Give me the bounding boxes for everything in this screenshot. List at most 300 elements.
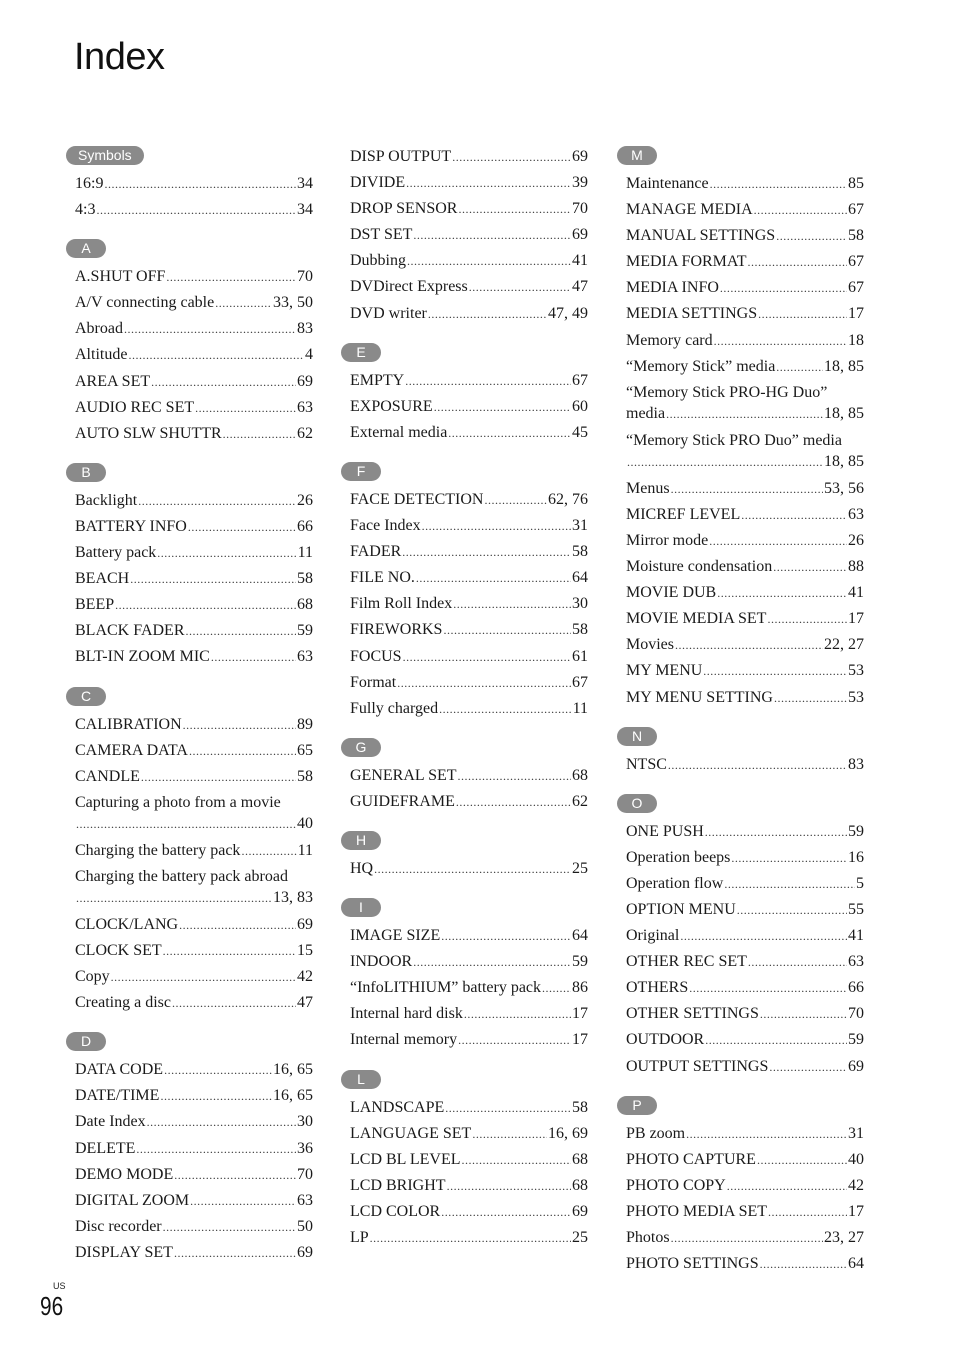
- dot-leader: [104, 171, 296, 197]
- entry-term: DEMO MODE: [75, 1165, 174, 1183]
- entry-pages: 63: [297, 648, 313, 666]
- entry-pages: 47, 49: [548, 304, 588, 322]
- entry-term: Backlight: [75, 491, 138, 509]
- entry-pages: 53, 56: [824, 479, 864, 497]
- entry-pages: 40: [297, 814, 313, 832]
- section-letter-badge: O: [617, 794, 657, 813]
- dot-leader: [406, 170, 571, 196]
- entry-term: DVDirect Express: [350, 278, 468, 296]
- index-entry: [350, 1121, 588, 1147]
- index-entry: [350, 248, 588, 274]
- index-entry: [75, 395, 313, 421]
- entry-term: MEDIA INFO: [626, 279, 719, 297]
- index-entry: [350, 670, 588, 696]
- entry-term: MOVIE MEDIA SET: [626, 610, 767, 628]
- index-entry: [75, 618, 313, 644]
- index-section: [350, 898, 588, 1053]
- entry-term: BEEP: [75, 596, 115, 614]
- entry-term: DIVIDE: [350, 174, 406, 192]
- entry-term: DATE/TIME: [75, 1087, 160, 1105]
- index-entry: [75, 342, 313, 368]
- entry-term: MOVIE DUB: [626, 584, 717, 602]
- index-entry: [626, 752, 864, 778]
- entry-pages: 89: [297, 715, 313, 733]
- dot-leader: [447, 1173, 571, 1199]
- dot-leader: [705, 819, 847, 845]
- entry-pages: 16, 69: [548, 1124, 588, 1142]
- entry-term: Disc recorder: [75, 1217, 162, 1235]
- index-entry: [350, 565, 588, 591]
- dot-leader: [141, 764, 296, 790]
- index-section: [75, 463, 313, 671]
- entry-pages: 59: [572, 953, 588, 971]
- page-number: 96: [40, 1291, 64, 1321]
- entry-term: Copy: [75, 968, 110, 986]
- entry-term: CLOCK/LANG: [75, 915, 179, 933]
- index-section: [626, 1096, 864, 1278]
- index-entry: [75, 1057, 313, 1083]
- dot-leader: [124, 316, 296, 342]
- index-entry: [626, 580, 864, 606]
- section-letter-badge: F: [341, 462, 381, 481]
- entry-pages: 22, 27: [824, 636, 864, 654]
- dot-leader: [186, 618, 297, 644]
- dot-leader: [731, 845, 847, 871]
- entry-term: AUTO SLW SHUTTR: [75, 424, 222, 442]
- index-section: [350, 738, 588, 815]
- index-entry: [350, 923, 588, 949]
- entry-term: MANUAL SETTINGS: [626, 227, 776, 245]
- entry-pages: 45: [572, 423, 588, 441]
- entry-pages: 58: [572, 621, 588, 639]
- entry-pages: 17: [572, 1031, 588, 1049]
- index-entry: [350, 1095, 588, 1121]
- index-section: [350, 1070, 588, 1252]
- entry-pages: 86: [572, 979, 588, 997]
- entry-term: EXPOSURE: [350, 397, 433, 415]
- index-entry: [350, 368, 588, 394]
- dot-leader: [754, 197, 847, 223]
- dot-leader: [776, 223, 847, 249]
- dot-leader: [128, 342, 304, 368]
- entry-pages: 30: [297, 1113, 313, 1131]
- entry-pages: 69: [297, 915, 313, 933]
- section-letter-badge: A: [66, 239, 106, 258]
- entry-term: “InfoLITHIUM” battery pack: [350, 979, 542, 997]
- entry-pages: 36: [297, 1139, 313, 1157]
- entry-pages: 55: [848, 900, 864, 918]
- index-section: [75, 146, 313, 223]
- index-entry: [626, 197, 864, 223]
- entry-pages: 40: [848, 1150, 864, 1168]
- entry-term: Capturing a photo from a movie: [75, 793, 281, 811]
- dot-leader: [724, 871, 855, 897]
- dot-leader: [666, 404, 823, 425]
- entry-pages: 17: [848, 1202, 864, 1220]
- index-entry: [350, 591, 588, 617]
- dot-leader: [458, 196, 571, 222]
- dot-leader: [671, 1225, 823, 1251]
- index-section: [626, 794, 864, 1080]
- entry-pages: 33, 50: [273, 294, 313, 312]
- index-entry: [626, 328, 864, 354]
- entry-term: LP: [350, 1229, 369, 1246]
- index-entry: [350, 170, 588, 196]
- dot-leader: [76, 814, 296, 835]
- entry-pages: 58: [297, 570, 313, 588]
- entry-pages: 67: [848, 279, 864, 297]
- index-entry: [75, 964, 313, 990]
- index-entry: [626, 275, 864, 301]
- index-entry: [75, 1240, 313, 1266]
- index-entry: [75, 1136, 313, 1162]
- entry-pages: 63: [848, 505, 864, 523]
- dot-leader: [439, 696, 571, 722]
- entry-term: Fully charged: [350, 699, 439, 717]
- dot-leader: [215, 290, 272, 316]
- entry-pages: 67: [572, 371, 588, 389]
- index-entry: [350, 144, 588, 170]
- entry-term: DROP SENSOR: [350, 200, 458, 218]
- entry-term: DVD writer: [350, 304, 427, 322]
- entry-pages: 34: [297, 201, 313, 219]
- entry-term: BLT-IN ZOOM MIC: [75, 648, 210, 666]
- entry-term: MY MENU SETTING: [626, 688, 773, 706]
- index-entry: [350, 1225, 588, 1251]
- entry-term: LCD COLOR: [350, 1202, 441, 1220]
- entry-term: DIGITAL ZOOM: [75, 1191, 190, 1209]
- dot-leader: [748, 949, 847, 975]
- entry-pages: 64: [572, 927, 588, 945]
- index-entry: [350, 420, 588, 446]
- entry-pages: 58: [572, 543, 588, 561]
- section-letter-badge: Symbols: [66, 146, 144, 165]
- entry-term: GENERAL SET: [350, 766, 457, 784]
- index-column-2: [350, 144, 588, 1267]
- index-entry: [350, 301, 588, 327]
- dot-leader: [441, 923, 571, 949]
- entry-pages: 88: [848, 558, 864, 576]
- entry-term: AREA SET: [75, 372, 151, 390]
- index-entry: [350, 196, 588, 222]
- dot-leader: [189, 738, 296, 764]
- entry-term: Abroad: [75, 320, 123, 338]
- index-entry: [75, 369, 313, 395]
- dot-leader: [680, 923, 847, 949]
- index-section: [626, 727, 864, 778]
- dot-leader: [403, 644, 571, 670]
- entry-term: FOCUS: [350, 647, 402, 665]
- dot-leader: [76, 888, 272, 909]
- index-section: [350, 462, 588, 722]
- dot-leader: [741, 502, 847, 528]
- entry-term: LANDSCAPE: [350, 1098, 445, 1116]
- entry-pages: 67: [848, 253, 864, 271]
- entry-pages: 23, 27: [824, 1229, 864, 1246]
- dot-leader: [402, 539, 571, 565]
- entry-pages: 42: [848, 1176, 864, 1194]
- index-entry: [350, 856, 588, 882]
- entry-term: 4:3: [75, 201, 96, 219]
- dot-leader: [413, 949, 571, 975]
- entry-pages: 26: [848, 531, 864, 549]
- entry-pages: 64: [848, 1255, 864, 1273]
- index-entry: [626, 1173, 864, 1199]
- entry-pages: 68: [572, 766, 588, 784]
- index-entry: [350, 1173, 588, 1199]
- dot-leader: [174, 1240, 296, 1266]
- entry-pages: 67: [572, 673, 588, 691]
- entry-pages: 11: [297, 841, 313, 859]
- section-letter-badge: N: [617, 727, 657, 746]
- entry-pages: 70: [572, 200, 588, 218]
- index-entry: [75, 938, 313, 964]
- section-letter-badge: C: [66, 687, 106, 706]
- entry-term: LCD BRIGHT: [350, 1176, 446, 1194]
- entry-term: PHOTO MEDIA SET: [626, 1202, 768, 1220]
- entry-pages: 61: [572, 647, 588, 665]
- index-entry: [626, 845, 864, 871]
- entry-pages: 58: [848, 227, 864, 245]
- dot-leader: [434, 394, 571, 420]
- entry-pages: 17: [572, 1005, 588, 1023]
- index-entry: [626, 1001, 864, 1027]
- entry-pages: 62: [297, 424, 313, 442]
- entry-pages: 69: [848, 1057, 864, 1075]
- dot-leader: [774, 685, 847, 711]
- dot-leader: [157, 540, 296, 566]
- section-letter-badge: B: [66, 463, 106, 482]
- entry-pages: 83: [297, 320, 313, 338]
- entry-pages: 70: [848, 1005, 864, 1023]
- entry-term: DISPLAY SET: [75, 1243, 173, 1261]
- index-entry: [350, 394, 588, 420]
- entry-term: GUIDEFRAME: [350, 792, 455, 810]
- index-entry: [626, 1027, 864, 1053]
- entry-term: PB zoom: [626, 1124, 686, 1142]
- dot-leader: [172, 990, 296, 1016]
- entry-pages: 17: [848, 305, 864, 323]
- section-letter-badge: M: [617, 146, 657, 165]
- index-entry: [75, 1162, 313, 1188]
- dot-leader: [760, 1251, 847, 1277]
- dot-leader: [453, 591, 571, 617]
- entry-term: ONE PUSH: [626, 822, 704, 840]
- dot-leader: [773, 554, 847, 580]
- dot-leader: [472, 1121, 547, 1147]
- entry-term: DISP OUTPUT: [350, 148, 452, 165]
- dot-leader: [397, 670, 571, 696]
- dot-leader: [147, 1109, 296, 1135]
- index-entry: [75, 764, 313, 790]
- index-entry: [350, 644, 588, 670]
- entry-pages: 26: [297, 491, 313, 509]
- entry-term: FILE NO.: [350, 569, 415, 587]
- index-entry: [75, 592, 313, 618]
- entry-pages: 53: [848, 662, 864, 680]
- index-entry: [626, 606, 864, 632]
- entry-term: Altitude: [75, 346, 128, 364]
- entry-pages: 39: [572, 174, 588, 192]
- entry-pages: 4: [305, 346, 313, 364]
- entry-term: INDOOR: [350, 953, 413, 971]
- entry-pages: 85: [848, 175, 864, 192]
- dot-leader: [776, 354, 823, 380]
- entry-pages: 47: [572, 278, 588, 296]
- index-entry: [75, 838, 313, 864]
- entry-term: “Memory Stick PRO Duo” media: [626, 431, 842, 449]
- entry-pages: 16: [848, 848, 864, 866]
- entry-pages: 53: [848, 688, 864, 706]
- entry-term: DST SET: [350, 226, 413, 244]
- dot-leader: [166, 264, 296, 290]
- index-entry: [75, 290, 313, 316]
- entry-term: Memory card: [626, 331, 713, 349]
- entry-pages: 41: [848, 927, 864, 945]
- index-entry: [626, 1199, 864, 1225]
- dot-leader: [111, 964, 296, 990]
- entry-term: FACE DETECTION: [350, 490, 484, 508]
- entry-pages: 66: [297, 517, 313, 535]
- dot-leader: [96, 197, 296, 223]
- entry-pages: 18, 85: [824, 357, 864, 375]
- entry-pages: 15: [297, 941, 313, 959]
- dot-leader: [441, 1199, 571, 1225]
- dot-leader: [448, 420, 571, 446]
- index-entry: [350, 513, 588, 539]
- dot-leader: [183, 712, 296, 738]
- index-entry: [350, 617, 588, 643]
- entry-pages: 59: [297, 622, 313, 640]
- dot-leader: [452, 144, 571, 170]
- entry-pages: 5: [856, 874, 864, 892]
- entry-term: Dubbing: [350, 252, 406, 270]
- dot-leader: [760, 1001, 847, 1027]
- entry-pages: 63: [848, 953, 864, 971]
- dot-leader: [407, 248, 571, 274]
- dot-leader: [179, 912, 296, 938]
- dot-leader: [469, 274, 571, 300]
- entry-term: OPTION MENU: [626, 900, 736, 918]
- entry-term: External media: [350, 423, 448, 441]
- index-section: [350, 343, 588, 446]
- entry-pages: 69: [572, 1202, 588, 1220]
- entry-term: BEACH: [75, 570, 130, 588]
- index-entry: [75, 1188, 313, 1214]
- entry-pages: 47: [297, 994, 313, 1012]
- page-title: Index: [74, 36, 165, 78]
- index-entry: [626, 380, 864, 428]
- entry-term: DELETE: [75, 1139, 136, 1157]
- dot-leader: [456, 789, 571, 815]
- dot-leader: [686, 1121, 847, 1147]
- dot-leader: [241, 838, 296, 864]
- index-entry: [75, 264, 313, 290]
- entry-term: Original: [626, 927, 680, 945]
- index-entry: [626, 301, 864, 327]
- dot-leader: [443, 617, 571, 643]
- entry-term: A/V connecting cable: [75, 294, 215, 312]
- index-entry: [75, 540, 313, 566]
- entry-pages: 18: [848, 331, 864, 349]
- index-entry: [626, 658, 864, 684]
- dot-leader: [195, 395, 296, 421]
- index-entry: [350, 1147, 588, 1173]
- index-column-3: [626, 146, 864, 1293]
- entry-pages: 59: [848, 1031, 864, 1049]
- entry-term: A.SHUT OFF: [75, 268, 166, 286]
- dot-leader: [130, 566, 296, 592]
- entry-term: BLACK FADER: [75, 622, 185, 640]
- entry-term: PHOTO SETTINGS: [626, 1255, 759, 1273]
- entry-term: BATTERY INFO: [75, 517, 187, 535]
- entry-term: LANGUAGE SET: [350, 1124, 472, 1142]
- index-entry: [75, 421, 313, 447]
- index-entry: [626, 1251, 864, 1277]
- entry-pages: 34: [297, 175, 313, 192]
- index-entry: [626, 949, 864, 975]
- section-letter-badge: I: [341, 898, 381, 917]
- region-code: US: [53, 1281, 66, 1291]
- dot-leader: [768, 1199, 847, 1225]
- index-entry: [626, 1147, 864, 1173]
- entry-pages: 62, 76: [548, 490, 588, 508]
- entry-pages: 58: [297, 767, 313, 785]
- entry-term: DATA CODE: [75, 1061, 164, 1079]
- index-entry: [75, 1109, 313, 1135]
- entry-term: NTSC: [626, 755, 667, 773]
- index-entry: [350, 539, 588, 565]
- entry-pages: 68: [297, 596, 313, 614]
- index-entry: [75, 912, 313, 938]
- entry-term: Mirror mode: [626, 531, 709, 549]
- index-entry: [350, 1199, 588, 1225]
- index-entry: [626, 1121, 864, 1147]
- entry-term: OTHER SETTINGS: [626, 1005, 759, 1023]
- dot-leader: [769, 1054, 847, 1080]
- entry-term: Menus: [626, 479, 670, 497]
- index-entry: [75, 566, 313, 592]
- dot-leader: [163, 1214, 296, 1240]
- entry-term: Maintenance: [626, 175, 709, 192]
- entry-term: MY MENU: [626, 662, 703, 680]
- entry-pages: 13, 83: [273, 888, 313, 906]
- entry-term: 16:9: [75, 175, 104, 192]
- section-letter-badge: D: [66, 1032, 106, 1051]
- dot-leader: [416, 565, 571, 591]
- entry-pages: 69: [572, 226, 588, 244]
- index-entry: [350, 949, 588, 975]
- dot-leader: [714, 328, 847, 354]
- entry-term: AUDIO REC SET: [75, 398, 195, 416]
- index-entry: [75, 1214, 313, 1240]
- index-entry: [626, 249, 864, 275]
- entry-term: MANAGE MEDIA: [626, 201, 753, 219]
- dot-leader: [757, 1147, 847, 1173]
- dot-leader: [703, 658, 847, 684]
- index-entry: [626, 528, 864, 554]
- index-entry: [350, 487, 588, 513]
- entry-pages: 41: [848, 584, 864, 602]
- index-entry: [626, 975, 864, 1001]
- entry-term: Moisture condensation: [626, 558, 773, 576]
- entry-term: PHOTO CAPTURE: [626, 1150, 756, 1168]
- index-entry: [75, 712, 313, 738]
- index-entry: [350, 274, 588, 300]
- dot-leader: [445, 1095, 571, 1121]
- dot-leader: [627, 452, 823, 473]
- dot-leader: [428, 301, 547, 327]
